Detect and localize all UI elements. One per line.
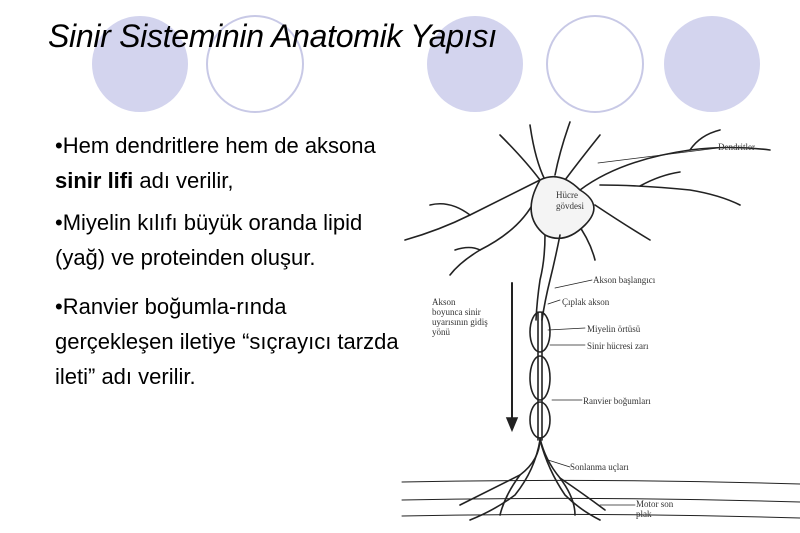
- label-cell-body-2: gövdesi: [556, 201, 584, 211]
- label-motor-2: plak: [636, 509, 652, 519]
- label-endings: Sonlanma uçları: [570, 462, 629, 472]
- label-ranvier: Ranvier boğumları: [583, 396, 651, 406]
- bullet-3: •Ranvier boğumla-rında gerçekleşen iletiye “sıçrayıcı tarzda ileti” adı verilir.: [55, 294, 399, 389]
- bold-term: sinir lifi: [55, 168, 134, 193]
- slide-title: Sinir Sisteminin Anatomik Yapısı: [48, 18, 497, 54]
- label-axon-start: Akson başlangıcı: [593, 275, 656, 285]
- bullet-1: •Hem dendritlere hem de aksona sinir lifi adı verilir,: [55, 133, 376, 193]
- diagram-labels: [432, 142, 755, 519]
- label-dendrites: Dendritler: [718, 142, 755, 152]
- label-direction-4: yönü: [432, 327, 450, 337]
- label-direction-3: uyarısının gidiş: [432, 317, 488, 327]
- circle-5: [664, 16, 760, 112]
- label-motor-1: Motor son: [636, 499, 674, 509]
- label-direction-1: Akson: [432, 297, 456, 307]
- bullet-list: [55, 128, 400, 394]
- label-direction-2: boyunca sinir: [432, 307, 481, 317]
- circle-4: [547, 16, 643, 112]
- label-schwann: Sinir hücresi zarı: [587, 341, 649, 351]
- label-cell-body-1: Hücre: [556, 190, 578, 200]
- neuron-diagram: [398, 115, 800, 533]
- label-myelin: Miyelin örtüsü: [587, 324, 641, 334]
- bullet-2: •Miyelin kılıfı büyük oranda lipid (yağ) ve proteinden oluşur.: [55, 210, 363, 270]
- label-bare-axon: Çıplak akson: [562, 297, 610, 307]
